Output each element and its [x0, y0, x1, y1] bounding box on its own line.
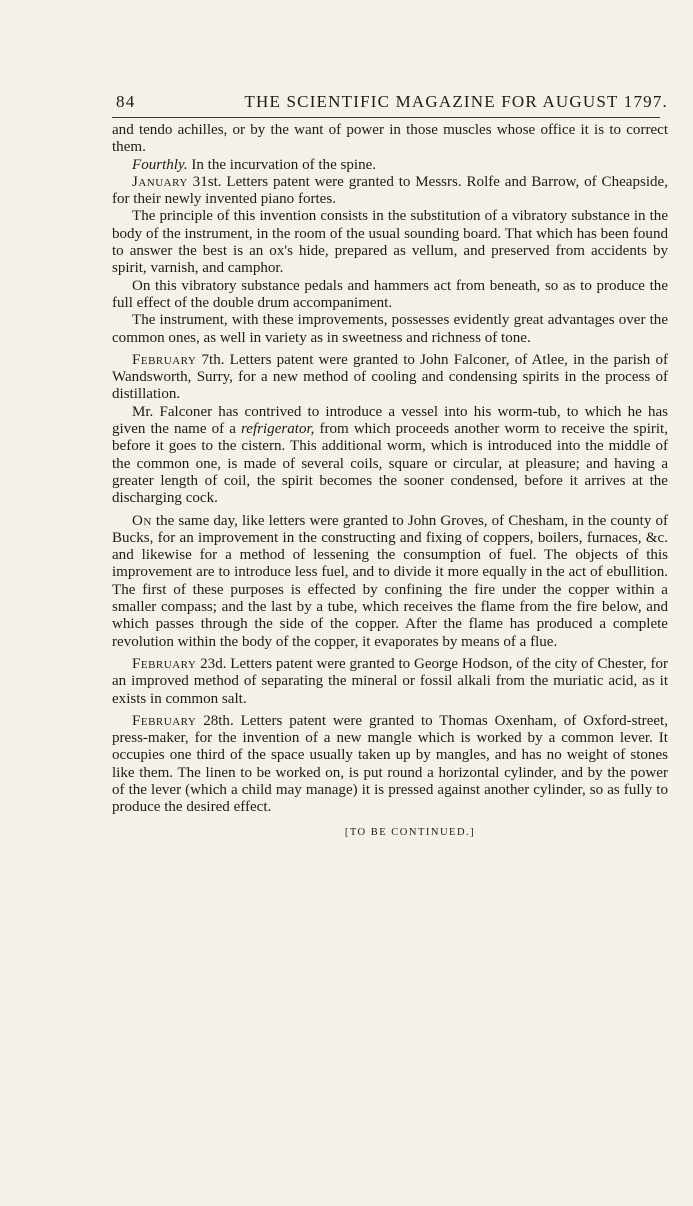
paragraph — [112, 713, 668, 817]
paragraph-text: 7th. Letters patent were granted to John Falconer, of Atlee, in the parish of Wandsworth, Surry, for a new method of cooling and condensing spirits in the process of distillation. — [112, 351, 668, 403]
document-page — [112, 92, 668, 838]
paragraph-text: the same day, like letters were granted to John Groves, of Chesham, in the county of Bucks, for an improvement in the constructing and fixing of coppers, boilers, furnaces, &c. and likewise for a method of lessening the consumption of fuel. The objects of this improvement are to introduce less fuel, and to divide it more equally in the act of ebullition. The first of these purposes is effected by confining the fire under the copper within a smaller compass; and the last by a tube, which receives the flame from the fire below, and which passes through the side of the copper. After the flame has produced a complete revolution within the body of the copper, it evaporates by means of a flue. — [112, 512, 668, 650]
continued-note: [TO BE CONTINUED.] — [344, 826, 476, 838]
paragraph — [112, 278, 668, 313]
article-body — [112, 122, 668, 817]
paragraph-text: 28th. Letters patent were granted to Thomas Oxenham, of Oxford-street, press-maker, for the invention of a new mangle which is worked by a common lever. It occupies one third of the space usually taken up by mangles, and has no weight of stones like them. The linen to be worked on, is put round a horizontal cylinder, and by the power of the lever (which a child may manage) it is pressed against another cylinder, so as fully to produce the desired effect. — [112, 712, 668, 816]
italic-text: refrigerator, — [240, 421, 315, 438]
paragraph — [112, 174, 668, 209]
date-lead: On — [132, 512, 152, 529]
paragraph-text: 23d. Letters patent were granted to George Hodson, of the city of Chester, for an improved method of separating the mineral or fossil alkali from the muriatic acid, as it exists in common salt. — [112, 655, 668, 707]
paragraph — [112, 312, 668, 347]
paragraph — [112, 208, 668, 277]
paragraph — [112, 352, 668, 404]
paragraph-text: 31st. Letters patent were granted to Messrs. Rolfe and Barrow, of Cheapside, for their newly invented piano fortes. — [112, 173, 668, 208]
paragraph-text: In the incurvation of the spine. — [187, 156, 377, 173]
date-lead: February — [132, 712, 197, 729]
date-lead: February — [132, 351, 197, 368]
page-number: 84 — [116, 92, 136, 111]
date-lead: January — [132, 173, 188, 190]
date-lead: February — [132, 655, 197, 672]
paragraph — [112, 656, 668, 708]
paragraph — [112, 122, 668, 157]
running-header — [116, 92, 668, 112]
paragraph-text: On this vibratory substance pedals and hammers act from beneath, so as to produce the full effect of the double drum accompaniment. — [112, 277, 668, 311]
paragraph — [112, 404, 668, 508]
paragraph-text: Mr. Falconer has contrived to introduce a vessel into his worm-tub, to which he has given the name of a — [112, 403, 668, 438]
paragraph-text: and tendo achilles, or by the want of power in those muscles whose office it is to correct them. — [112, 122, 668, 156]
paragraph — [112, 157, 668, 174]
italic-text: Fourthly. — [132, 156, 188, 173]
paragraph-text: from which proceeds another worm to receive the spirit, before it goes to the cistern. This additional worm, which is introduced into the middle of the common one, is made of several coils, square or circular, at pleasure; and having a greater length of coil, the spirit becomes the sooner condensed, before it arrives at the discharging cock. — [112, 421, 669, 507]
paragraph-text: The instrument, with these improvements, possesses evidently great advantages over the common ones, as well in variety as in sweetness and richness of tone. — [112, 312, 668, 346]
paragraph — [112, 513, 668, 651]
header-rule — [112, 117, 660, 118]
paragraph-text: The principle of this invention consists in the substitution of a vibratory substance in the body of the instrument, in the room of the usual sounding board. That which has been found to answer the best is an ox's hide, prepared as vellum, and preserved from accidents by spirit, varnish, and camphor. — [112, 208, 668, 277]
running-title: THE SCIENTIFIC MAGAZINE FOR AUGUST 1797. — [244, 92, 668, 111]
